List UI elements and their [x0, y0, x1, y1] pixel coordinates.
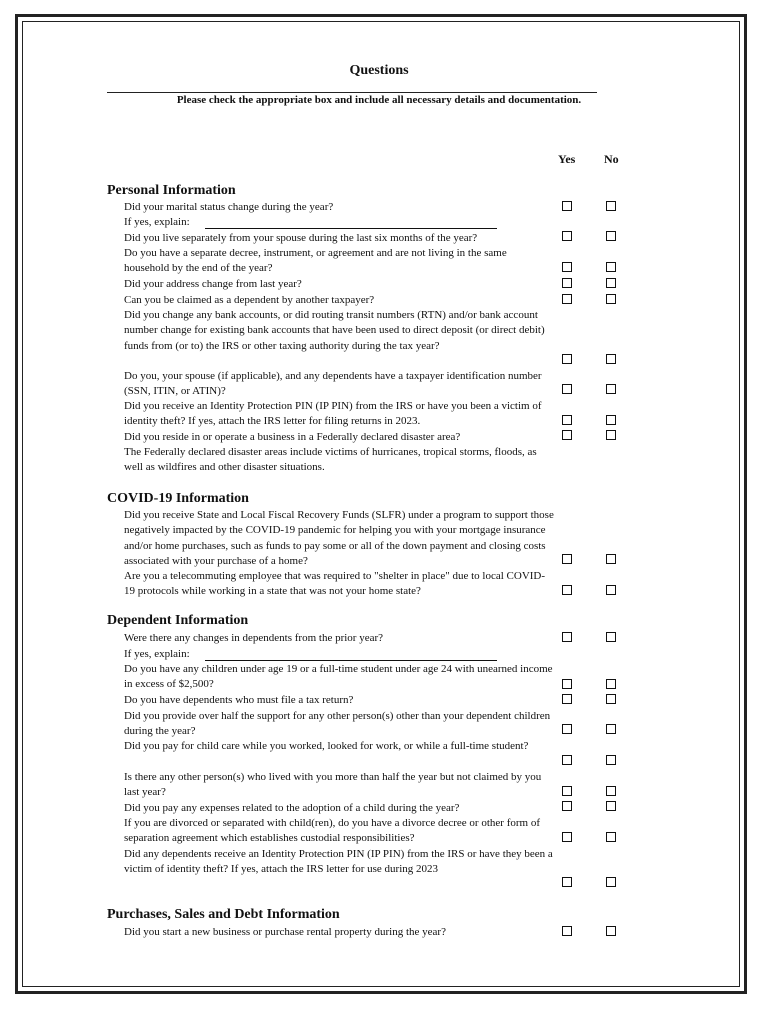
question-dependents-file-return: Do you have dependents who must file a tax return?	[124, 694, 354, 706]
section-heading-personal: Personal Information	[107, 183, 236, 198]
question-ip-pin: Did you receive an Identity Protection PIN (IP PIN) from the IRS or have you been a victim of identity theft? If yes, attach the IRS letter for filing returns in 2023.	[124, 400, 542, 428]
no-checkbox[interactable]	[606, 877, 616, 887]
question-address-change: Did your address change from last year?	[124, 278, 302, 290]
section-heading-purchases: Purchases, Sales and Debt Information	[107, 907, 340, 922]
explain-label: If yes, explain:	[124, 648, 190, 660]
question-slfr-funds: Did you receive State and Local Fiscal Recovery Funds (SLFR) under a program to support those negatively impacted by the COVID-19 pandemic for helping you with your mortgage insurance and/or home purchases, such as funds to pay some or all of the down payment and closing costs associated with your purchase of a home?	[124, 509, 554, 567]
instructions: Please check the appropriate box and include all necessary details and documentation.	[176, 94, 582, 106]
no-checkbox[interactable]	[606, 724, 616, 734]
question-bank-accounts: Did you change any bank accounts, or did routing transit numbers (RTN) and/or bank account number change for existing bank accounts that have been used to direct deposit (or direct debit) funds from (or to) the IRS or other taxing authority during the tax year?	[124, 309, 545, 352]
question-claimed-dependent: Can you be claimed as a dependent by another taxpayer?	[124, 294, 375, 306]
yes-checkbox[interactable]	[562, 926, 572, 936]
yes-checkbox[interactable]	[562, 384, 572, 394]
no-checkbox[interactable]	[606, 278, 616, 288]
yes-checkbox[interactable]	[562, 694, 572, 704]
title-rule	[107, 92, 597, 93]
yes-checkbox[interactable]	[562, 801, 572, 811]
no-checkbox[interactable]	[606, 554, 616, 564]
question-disaster-area: Did you reside in or operate a business in a Federally declared disaster area?	[124, 431, 461, 443]
no-checkbox[interactable]	[606, 384, 616, 394]
explain-input-line[interactable]	[205, 228, 497, 229]
no-checkbox[interactable]	[606, 926, 616, 936]
no-checkbox[interactable]	[606, 430, 616, 440]
yes-checkbox[interactable]	[562, 585, 572, 595]
yes-checkbox[interactable]	[562, 231, 572, 241]
question-separate-decree: Do you have a separate decree, instrument, or agreement and are not living in the same household by the end of the year?	[124, 247, 507, 275]
question-dependents-ip-pin: Did any dependents receive an Identity Protection PIN (IP PIN) from the IRS or have they been a victim of identity theft? If yes, attach the IRS letter for use during 2023	[124, 848, 553, 876]
no-column-header: No	[604, 152, 619, 166]
yes-checkbox[interactable]	[562, 679, 572, 689]
no-checkbox[interactable]	[606, 294, 616, 304]
no-checkbox[interactable]	[606, 231, 616, 241]
section-heading-dependent: Dependent Information	[107, 613, 249, 628]
yes-checkbox[interactable]	[562, 832, 572, 842]
yes-checkbox[interactable]	[562, 430, 572, 440]
yes-checkbox[interactable]	[562, 262, 572, 272]
question-support-other-persons: Did you provide over half the support for any other person(s) other than your dependent children during the year?	[124, 710, 551, 738]
no-checkbox[interactable]	[606, 694, 616, 704]
question-divorce-decree: If you are divorced or separated with child(ren), do you have a divorce decree or other form of separation agreement which establishes custodial responsibilities?	[124, 817, 540, 845]
question-dependent-changes: Were there any changes in dependents from the prior year?	[124, 632, 384, 644]
no-checkbox[interactable]	[606, 201, 616, 211]
yes-checkbox[interactable]	[562, 554, 572, 564]
disaster-area-note: The Federally declared disaster areas include victims of hurricanes, tropical storms, floods, as well as wildfires and other disaster situations.	[124, 446, 537, 474]
yes-checkbox[interactable]	[562, 354, 572, 364]
question-lived-separately: Did you live separately from your spouse during the last six months of the year?	[124, 232, 478, 244]
no-checkbox[interactable]	[606, 801, 616, 811]
yes-checkbox[interactable]	[562, 755, 572, 765]
yes-checkbox[interactable]	[562, 294, 572, 304]
no-checkbox[interactable]	[606, 679, 616, 689]
yes-checkbox[interactable]	[562, 278, 572, 288]
no-checkbox[interactable]	[606, 632, 616, 642]
question-adoption-expenses: Did you pay any expenses related to the adoption of a child during the year?	[124, 802, 460, 814]
explain-label: If yes, explain:	[124, 216, 190, 228]
no-checkbox[interactable]	[606, 832, 616, 842]
no-checkbox[interactable]	[606, 415, 616, 425]
section-heading-covid: COVID-19 Information	[107, 491, 249, 506]
question-child-care: Did you pay for child care while you worked, looked for work, or while a full-time student?	[124, 740, 529, 752]
page-title: Questions	[349, 63, 409, 78]
question-marital-status: Did your marital status change during the year?	[124, 201, 334, 213]
yes-column-header: Yes	[558, 152, 576, 166]
no-checkbox[interactable]	[606, 354, 616, 364]
no-checkbox[interactable]	[606, 755, 616, 765]
no-checkbox[interactable]	[606, 786, 616, 796]
no-checkbox[interactable]	[606, 262, 616, 272]
question-taxpayer-id: Do you, your spouse (if applicable), and any dependents have a taxpayer identification number (SSN, ITIN, or ATIN)?	[124, 370, 542, 398]
explain-input-line[interactable]	[205, 660, 497, 661]
yes-checkbox[interactable]	[562, 877, 572, 887]
yes-checkbox[interactable]	[562, 632, 572, 642]
no-checkbox[interactable]	[606, 585, 616, 595]
question-children-unearned-income: Do you have any children under age 19 or a full-time student under age 24 with unearned income in excess of $2,500?	[124, 663, 553, 691]
yes-checkbox[interactable]	[562, 201, 572, 211]
yes-checkbox[interactable]	[562, 415, 572, 425]
question-other-persons-lived: Is there any other person(s) who lived with you more than half the year but not claimed by you last year?	[124, 771, 542, 799]
yes-checkbox[interactable]	[562, 724, 572, 734]
question-new-business: Did you start a new business or purchase rental property during the year?	[124, 926, 446, 938]
yes-checkbox[interactable]	[562, 786, 572, 796]
question-telecommuting: Are you a telecommuting employee that was required to "shelter in place" due to local COVID-19 protocols while working in a state that was not your home state?	[124, 570, 546, 598]
